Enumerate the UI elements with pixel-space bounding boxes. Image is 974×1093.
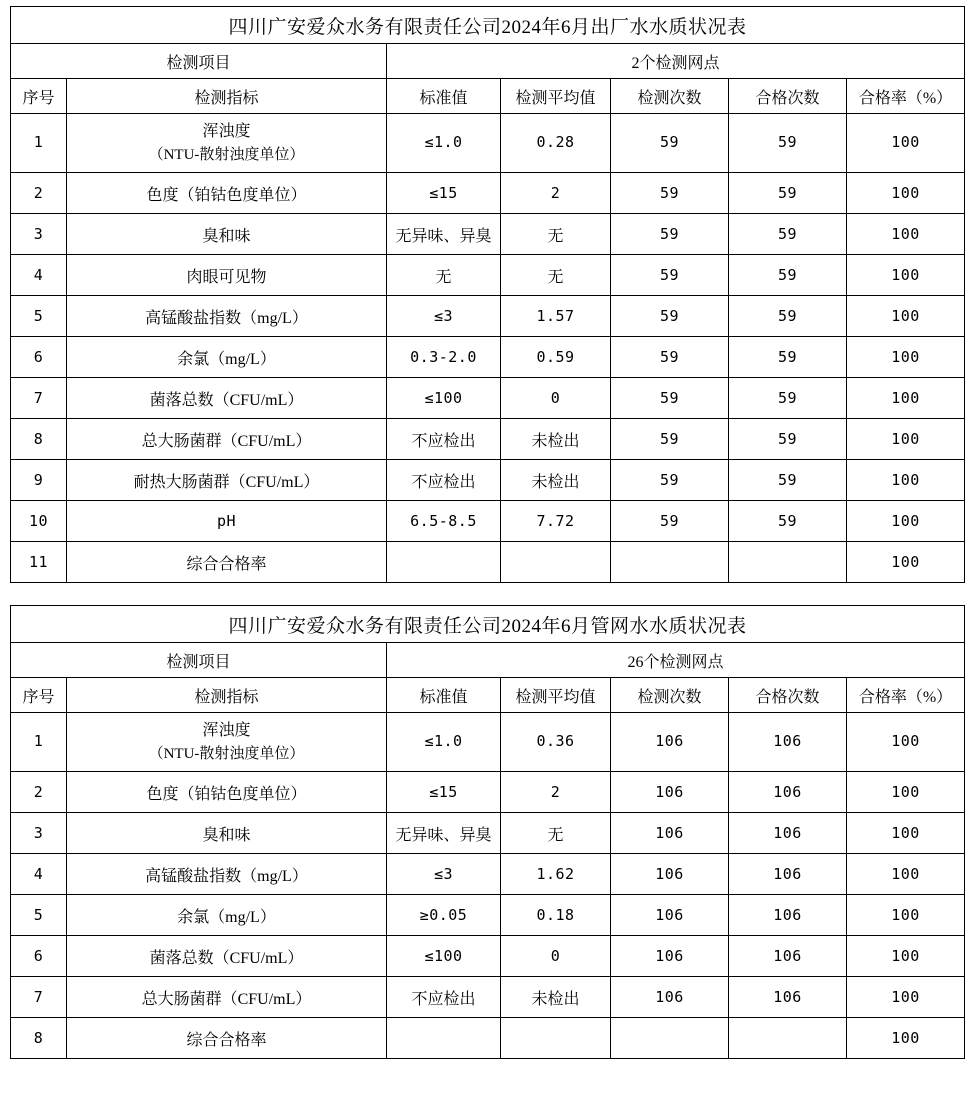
table-row bbox=[11, 895, 965, 936]
water-quality-table-network bbox=[10, 605, 965, 1059]
cell-standard: ≤100 bbox=[387, 378, 501, 419]
indicator-line-1: 浑浊度 bbox=[202, 122, 251, 140]
table-row bbox=[11, 337, 965, 378]
cell-indicator: 综合合格率 bbox=[67, 1018, 387, 1059]
cell-no: 2 bbox=[11, 772, 67, 813]
cell-standard: ≤3 bbox=[387, 296, 501, 337]
cell-rate: 100 bbox=[847, 542, 965, 583]
cell-pass: 59 bbox=[729, 214, 847, 255]
column-header-pass: 合格次数 bbox=[729, 79, 847, 114]
cell-count: 106 bbox=[611, 813, 729, 854]
cell-average: 1.62 bbox=[501, 854, 611, 895]
cell-standard: ≤1.0 bbox=[387, 713, 501, 772]
cell-no: 5 bbox=[11, 296, 67, 337]
cell-rate: 100 bbox=[847, 772, 965, 813]
table-title: 四川广安爱众水务有限责任公司2024年6月出厂水水质状况表 bbox=[11, 7, 965, 44]
cell-pass: 106 bbox=[729, 936, 847, 977]
table-row bbox=[11, 501, 965, 542]
cell-count bbox=[611, 1018, 729, 1059]
cell-standard: ≤15 bbox=[387, 173, 501, 214]
cell-standard: ≤3 bbox=[387, 854, 501, 895]
table-row bbox=[11, 542, 965, 583]
cell-no: 1 bbox=[11, 713, 67, 772]
cell-pass: 106 bbox=[729, 813, 847, 854]
column-header-count: 检测次数 bbox=[611, 678, 729, 713]
cell-indicator: 菌落总数（CFU/mL） bbox=[67, 936, 387, 977]
cell-average: 无 bbox=[501, 214, 611, 255]
column-header-rate: 合格率（%） bbox=[847, 79, 965, 114]
water-quality-table-factory bbox=[10, 6, 965, 583]
cell-rate: 100 bbox=[847, 501, 965, 542]
cell-standard: 不应检出 bbox=[387, 419, 501, 460]
cell-rate: 100 bbox=[847, 854, 965, 895]
cell-count: 106 bbox=[611, 895, 729, 936]
cell-standard: 无异味、异臭 bbox=[387, 214, 501, 255]
cell-no: 3 bbox=[11, 214, 67, 255]
cell-rate: 100 bbox=[847, 813, 965, 854]
cell-rate: 100 bbox=[847, 1018, 965, 1059]
cell-count: 59 bbox=[611, 255, 729, 296]
cell-average: 0.36 bbox=[501, 713, 611, 772]
cell-no: 8 bbox=[11, 1018, 67, 1059]
cell-standard bbox=[387, 1018, 501, 1059]
cell-indicator: 菌落总数（CFU/mL） bbox=[67, 378, 387, 419]
indicator-line-1: 浑浊度 bbox=[202, 721, 251, 739]
cell-average: 0.28 bbox=[501, 114, 611, 173]
cell-standard: 无异味、异臭 bbox=[387, 813, 501, 854]
cell-indicator: 肉眼可见物 bbox=[67, 255, 387, 296]
cell-pass: 59 bbox=[729, 173, 847, 214]
cell-standard: 0.3-2.0 bbox=[387, 337, 501, 378]
cell-indicator: 高锰酸盐指数（mg/L） bbox=[67, 854, 387, 895]
cell-no: 8 bbox=[11, 419, 67, 460]
table-row bbox=[11, 173, 965, 214]
table-row bbox=[11, 419, 965, 460]
cell-pass: 106 bbox=[729, 895, 847, 936]
table-title-row bbox=[11, 606, 965, 643]
group-header-sites: 26个检测网点 bbox=[387, 643, 965, 678]
cell-indicator: 臭和味 bbox=[67, 813, 387, 854]
cell-average: 无 bbox=[501, 255, 611, 296]
column-header-rate: 合格率（%） bbox=[847, 678, 965, 713]
cell-average: 未检出 bbox=[501, 419, 611, 460]
cell-average: 0 bbox=[501, 936, 611, 977]
table-group-row bbox=[11, 44, 965, 79]
column-header-no: 序号 bbox=[11, 79, 67, 114]
cell-pass bbox=[729, 1018, 847, 1059]
cell-average: 1.57 bbox=[501, 296, 611, 337]
cell-indicator: 臭和味 bbox=[67, 214, 387, 255]
indicator-line-2: （NTU-散射浊度单位） bbox=[148, 745, 305, 762]
column-header-average: 检测平均值 bbox=[501, 678, 611, 713]
cell-average bbox=[501, 542, 611, 583]
table-row bbox=[11, 460, 965, 501]
cell-average: 未检出 bbox=[501, 460, 611, 501]
cell-average bbox=[501, 1018, 611, 1059]
table-title: 四川广安爱众水务有限责任公司2024年6月管网水水质状况表 bbox=[11, 606, 965, 643]
cell-indicator: 色度（铂钴色度单位） bbox=[67, 173, 387, 214]
cell-rate: 100 bbox=[847, 255, 965, 296]
cell-no: 10 bbox=[11, 501, 67, 542]
column-header-count: 检测次数 bbox=[611, 79, 729, 114]
cell-rate: 100 bbox=[847, 214, 965, 255]
cell-pass: 59 bbox=[729, 255, 847, 296]
cell-rate: 100 bbox=[847, 173, 965, 214]
cell-pass: 59 bbox=[729, 419, 847, 460]
cell-standard: 不应检出 bbox=[387, 977, 501, 1018]
cell-no: 3 bbox=[11, 813, 67, 854]
table-group-row bbox=[11, 643, 965, 678]
cell-no: 5 bbox=[11, 895, 67, 936]
group-header-items: 检测项目 bbox=[11, 44, 387, 79]
cell-rate: 100 bbox=[847, 378, 965, 419]
cell-no: 2 bbox=[11, 173, 67, 214]
cell-indicator: 耐热大肠菌群（CFU/mL） bbox=[67, 460, 387, 501]
cell-rate: 100 bbox=[847, 895, 965, 936]
cell-pass: 106 bbox=[729, 977, 847, 1018]
table-row bbox=[11, 114, 965, 173]
cell-indicator: 综合合格率 bbox=[67, 542, 387, 583]
group-header-sites: 2个检测网点 bbox=[387, 44, 965, 79]
column-header-no: 序号 bbox=[11, 678, 67, 713]
column-header-standard: 标准值 bbox=[387, 678, 501, 713]
cell-count: 59 bbox=[611, 214, 729, 255]
cell-rate: 100 bbox=[847, 296, 965, 337]
cell-no: 7 bbox=[11, 977, 67, 1018]
cell-indicator: 色度（铂钴色度单位） bbox=[67, 772, 387, 813]
indicator-line-2: （NTU-散射浊度单位） bbox=[148, 146, 305, 163]
column-header-indicator: 检测指标 bbox=[67, 678, 387, 713]
cell-count: 106 bbox=[611, 854, 729, 895]
cell-count: 59 bbox=[611, 501, 729, 542]
cell-count: 106 bbox=[611, 713, 729, 772]
cell-standard: ≤15 bbox=[387, 772, 501, 813]
cell-count: 106 bbox=[611, 936, 729, 977]
cell-pass bbox=[729, 542, 847, 583]
cell-average: 2 bbox=[501, 173, 611, 214]
cell-indicator: 余氯（mg/L） bbox=[67, 337, 387, 378]
cell-count: 59 bbox=[611, 114, 729, 173]
cell-count: 106 bbox=[611, 772, 729, 813]
cell-indicator bbox=[67, 713, 387, 772]
cell-count: 106 bbox=[611, 977, 729, 1018]
cell-rate: 100 bbox=[847, 460, 965, 501]
table-row bbox=[11, 255, 965, 296]
cell-pass: 106 bbox=[729, 854, 847, 895]
cell-pass: 106 bbox=[729, 713, 847, 772]
cell-average: 无 bbox=[501, 813, 611, 854]
cell-no: 1 bbox=[11, 114, 67, 173]
group-header-items: 检测项目 bbox=[11, 643, 387, 678]
cell-standard: 不应检出 bbox=[387, 460, 501, 501]
cell-pass: 59 bbox=[729, 114, 847, 173]
cell-rate: 100 bbox=[847, 936, 965, 977]
cell-indicator: 总大肠菌群（CFU/mL） bbox=[67, 419, 387, 460]
table-row bbox=[11, 936, 965, 977]
cell-count bbox=[611, 542, 729, 583]
table-header-row bbox=[11, 79, 965, 114]
cell-indicator bbox=[67, 114, 387, 173]
column-header-indicator: 检测指标 bbox=[67, 79, 387, 114]
cell-pass: 59 bbox=[729, 296, 847, 337]
cell-no: 9 bbox=[11, 460, 67, 501]
cell-indicator: 余氯（mg/L） bbox=[67, 895, 387, 936]
cell-count: 59 bbox=[611, 173, 729, 214]
table-header-row bbox=[11, 678, 965, 713]
cell-average: 7.72 bbox=[501, 501, 611, 542]
cell-no: 4 bbox=[11, 255, 67, 296]
cell-count: 59 bbox=[611, 419, 729, 460]
table-row bbox=[11, 977, 965, 1018]
cell-pass: 59 bbox=[729, 337, 847, 378]
cell-average: 0 bbox=[501, 378, 611, 419]
cell-standard: ≤100 bbox=[387, 936, 501, 977]
cell-rate: 100 bbox=[847, 713, 965, 772]
cell-rate: 100 bbox=[847, 419, 965, 460]
cell-average: 未检出 bbox=[501, 977, 611, 1018]
cell-pass: 59 bbox=[729, 501, 847, 542]
table-title-row bbox=[11, 7, 965, 44]
cell-standard: 6.5-8.5 bbox=[387, 501, 501, 542]
cell-count: 59 bbox=[611, 296, 729, 337]
cell-standard: ≤1.0 bbox=[387, 114, 501, 173]
cell-average: 2 bbox=[501, 772, 611, 813]
column-header-average: 检测平均值 bbox=[501, 79, 611, 114]
column-header-standard: 标准值 bbox=[387, 79, 501, 114]
column-header-pass: 合格次数 bbox=[729, 678, 847, 713]
cell-no: 4 bbox=[11, 854, 67, 895]
cell-rate: 100 bbox=[847, 977, 965, 1018]
cell-rate: 100 bbox=[847, 337, 965, 378]
table-row bbox=[11, 214, 965, 255]
cell-standard: ≥0.05 bbox=[387, 895, 501, 936]
cell-rate: 100 bbox=[847, 114, 965, 173]
cell-average: 0.59 bbox=[501, 337, 611, 378]
cell-average: 0.18 bbox=[501, 895, 611, 936]
cell-standard: 无 bbox=[387, 255, 501, 296]
cell-count: 59 bbox=[611, 378, 729, 419]
table-row bbox=[11, 296, 965, 337]
cell-indicator: pH bbox=[67, 501, 387, 542]
table-row bbox=[11, 378, 965, 419]
cell-indicator: 总大肠菌群（CFU/mL） bbox=[67, 977, 387, 1018]
cell-pass: 106 bbox=[729, 772, 847, 813]
table-row bbox=[11, 813, 965, 854]
cell-no: 11 bbox=[11, 542, 67, 583]
table-row bbox=[11, 1018, 965, 1059]
table-row bbox=[11, 772, 965, 813]
cell-no: 7 bbox=[11, 378, 67, 419]
table-row bbox=[11, 713, 965, 772]
cell-pass: 59 bbox=[729, 460, 847, 501]
cell-indicator: 高锰酸盐指数（mg/L） bbox=[67, 296, 387, 337]
cell-no: 6 bbox=[11, 337, 67, 378]
cell-standard bbox=[387, 542, 501, 583]
cell-pass: 59 bbox=[729, 378, 847, 419]
cell-no: 6 bbox=[11, 936, 67, 977]
cell-count: 59 bbox=[611, 460, 729, 501]
table-row bbox=[11, 854, 965, 895]
cell-count: 59 bbox=[611, 337, 729, 378]
